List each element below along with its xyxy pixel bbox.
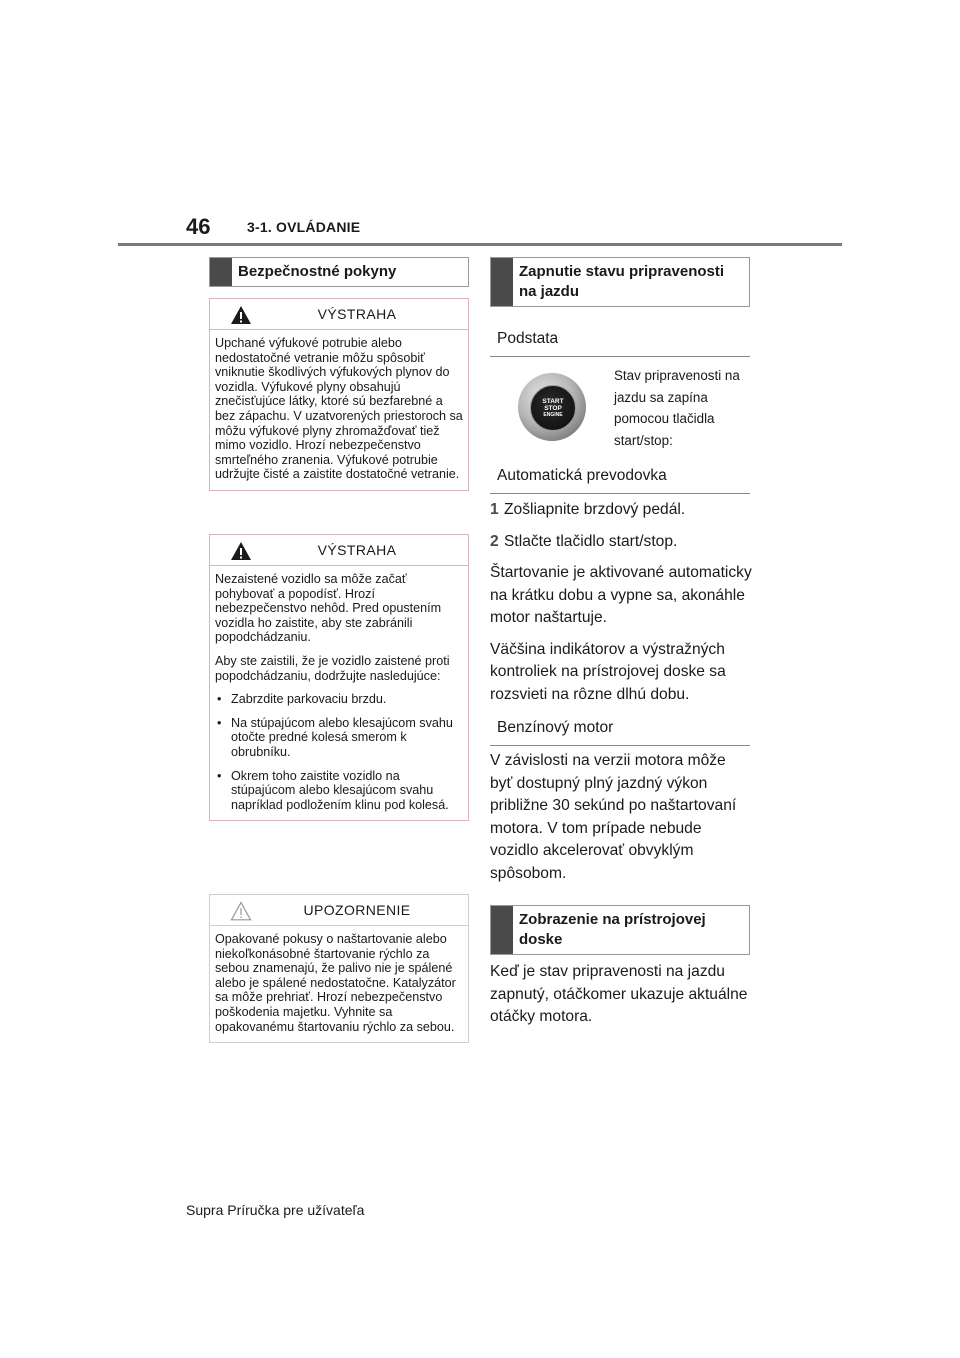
button-label: STOP bbox=[544, 404, 562, 412]
subheading-principle: Podstata bbox=[490, 330, 750, 357]
step-item bbox=[490, 499, 752, 522]
button-caption: Stav pripravenosti na jazdu sa zapína pomocou tlačidla start/stop: bbox=[614, 368, 740, 448]
notice-text: Opakované pokusy o naštartovanie alebo niekoľkonásobné štartovanie rýchlo za sebou znamenajú, že palivo nie je spálené alebo je spálené nedostatočne. Katalyzátor sa môže prehriať. Hrozí nebezpečenstvo poškodenia majetku. Vyhnite sa opakovanému štartovaniu rýchlo za sebou. bbox=[215, 932, 456, 1034]
warning-box-rolling bbox=[209, 534, 469, 821]
section-header-text: Bezpečnostné pokyny bbox=[238, 263, 397, 280]
section-header-readiness bbox=[490, 257, 750, 307]
list-item: • Okrem toho zaistite vozidlo na stúpajúcom alebo klesajúcom svahu napríklad podložením klinu pod kolesá. bbox=[215, 769, 463, 813]
button-label: ENGINE bbox=[543, 411, 563, 418]
section-header-safety bbox=[209, 257, 469, 287]
section-header-text: Zobrazenie na prístrojovej doske bbox=[519, 911, 706, 948]
section-header-bar bbox=[210, 258, 232, 286]
warning-paragraph: Nezaistené vozidlo sa môže začať pohybovať a popodísť. Hrozí nebezpečenstvo nehôd. Pred opustením vozidla ho zaistite, aby ste zabránili popodchádzaniu. bbox=[215, 572, 442, 645]
caution-triangle-icon bbox=[230, 901, 252, 921]
section-header-bar bbox=[491, 258, 513, 306]
display-section-body bbox=[490, 961, 752, 1038]
header-rule bbox=[118, 243, 842, 246]
step-number: 2 bbox=[490, 532, 499, 550]
step-text: Stlačte tlačidlo start/stop. bbox=[504, 532, 678, 550]
warning-title: VÝSTRAHA bbox=[317, 542, 397, 558]
chapter-title: 3-1. OVLÁDANIE bbox=[247, 219, 361, 235]
section-header-bar bbox=[491, 906, 513, 954]
body-paragraph: Väčšina indikátorov a výstražných kontroliek na prístrojovej doske sa rozsvieti na rôzne dlhú dobu. bbox=[490, 640, 726, 703]
section-header-display bbox=[490, 905, 750, 955]
notice-title: UPOZORNENIE bbox=[303, 902, 411, 918]
warning-box-exhaust bbox=[209, 298, 469, 491]
warning-triangle-icon bbox=[230, 305, 252, 325]
subheading-automatic: Automatická prevodovka bbox=[490, 467, 750, 494]
body-paragraph: V závislosti na verzii motora môže byť dostupný plný jazdný výkon približne 30 sekúnd po naštartovaní motora. V tom prípade nebude vozidlo akcelerovať obvyklým spôsobom. bbox=[490, 752, 737, 882]
warning-header bbox=[210, 535, 468, 566]
page-number: 46 bbox=[186, 214, 211, 239]
section-header-text: Zapnutie stavu pripravenosti na jazdu bbox=[519, 263, 725, 300]
step-text: Zošliapnite brzdový pedál. bbox=[504, 501, 686, 518]
warning-header bbox=[210, 299, 468, 330]
warning-bullet-list bbox=[215, 692, 463, 812]
notice-box-starting bbox=[209, 894, 469, 1043]
subheading-petrol: Benzínový motor bbox=[490, 719, 750, 746]
automatic-section-body bbox=[490, 499, 752, 715]
warning-triangle-icon bbox=[230, 541, 252, 561]
body-paragraph: Keď je stav pripravenosti na jazdu zapnutý, otáčkomer ukazuje aktuálne otáčky motora. bbox=[490, 963, 748, 1025]
petrol-section-body bbox=[490, 750, 752, 894]
step-number: 1 bbox=[490, 501, 499, 518]
button-label: START bbox=[542, 397, 564, 405]
step-item bbox=[490, 531, 752, 554]
start-stop-button-image bbox=[518, 373, 586, 441]
warning-paragraph: Aby ste zaistili, že je vozidlo zaistené proti popodchádzaniu, dodržujte nasledujúce: bbox=[215, 653, 450, 683]
warning-text: Upchané výfukové potrubie alebo nedostatočné vetranie môžu spôsobiť vniknutie škodlivých výfukových plynov do vozidla. Výfukové plyny obsahujú znečisťujúce látky, ktoré sú bezfarebné a bez zápachu. V uzatvorených priestoroch sa môžu výfukové plyny zhromažďovať tiež mimo vozidlo. Hrozí nebezpečenstvo smrteľného zranenia. Výfukové potrubie udržujte čisté a zaistite dostatočné vetranie. bbox=[215, 336, 463, 482]
warning-title: VÝSTRAHA bbox=[317, 306, 397, 322]
footer-text: Supra Príručka pre užívateľa bbox=[186, 1202, 365, 1218]
notice-header bbox=[210, 895, 468, 926]
start-stop-button-face bbox=[530, 385, 576, 431]
list-item: • Na stúpajúcom alebo klesajúcom svahu otočte predné kolesá smerom k obrubníku. bbox=[215, 716, 463, 760]
list-item: • Zabrzdite parkovaciu brzdu. bbox=[215, 692, 463, 707]
body-paragraph: Štartovanie je aktivované automaticky na krátku dobu a vypne sa, akonáhle motor naštartuje. bbox=[490, 564, 752, 626]
